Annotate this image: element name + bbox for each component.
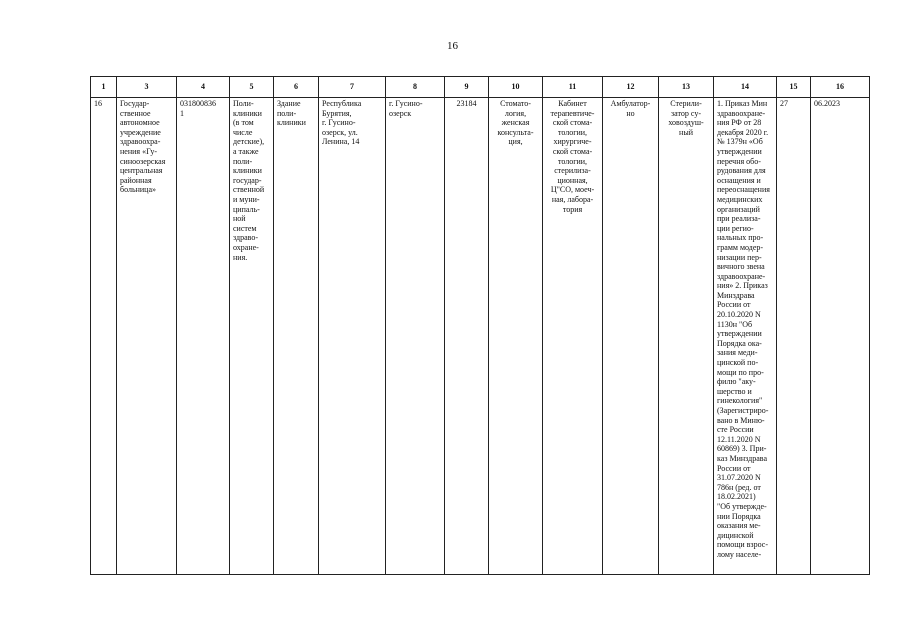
column-header: 13 xyxy=(659,77,714,98)
column-header: 11 xyxy=(543,77,603,98)
column-header: 9 xyxy=(445,77,489,98)
cell-equipment: Стерили- затор су- ховоздуш- ный xyxy=(659,98,714,575)
cell-city: г. Гусино- озерск xyxy=(386,98,445,575)
column-header: 15 xyxy=(777,77,811,98)
cell-code: 23184 xyxy=(445,98,489,575)
cell-care-form: Амбулатор- но xyxy=(603,98,659,575)
table-row xyxy=(91,98,870,575)
column-header: 12 xyxy=(603,77,659,98)
cell-facility-type: Поли- клиники (в том числе детские), а также поли- клиники государ- ственной и муни- ципаль- ной систем здраво- охране- ния. xyxy=(230,98,274,575)
column-header: 16 xyxy=(811,77,870,98)
cell-regulations: 1. Приказ Мин здравоохране- ния РФ от 28 декабря 2020 г. № 1379н «Об утверждении перечня обо- рудования для оснащения и переоснащения медицинских организаций при реализа- ции регио- нальных про- грамм модер- низации пер- вичного звена здравоохране- ния» 2. Приказ Минздрава России от 20.10.2020 N 1130н "Об утверждении Порядка ока- зания меди- цинской по- мощи по про- филю "аку- шерство и гинекология" (Зарегистриро- вано в Миню- сте России 12.11.2020 N 60869) 3. При- каз Минздрава России от 31.07.2020 N 786н (ред. от 18.02.2021) "Об утвержде- нии Порядка оказания ме- дицинской помощи взрос- лому населе- xyxy=(714,98,777,575)
cell-date: 06.2023 xyxy=(811,98,870,575)
column-header: 7 xyxy=(319,77,386,98)
cell-quantity: 27 xyxy=(777,98,811,575)
column-header: 1 xyxy=(91,77,117,98)
cell-row-number: 16 xyxy=(91,98,117,575)
column-header: 4 xyxy=(177,77,230,98)
cell-address: Республика Бурятия, г. Гусино- озерск, ул. Ленина, 14 xyxy=(319,98,386,575)
column-header: 5 xyxy=(230,77,274,98)
cell-rooms: Кабинет терапевтиче- ской стома- тологии, хирургиче- ской стома- тологии, стерилиза- ционная, Ц"СО, моеч- ная, лабора- тория xyxy=(543,98,603,575)
cell-organization: Государ- ственное автономное учреждение здравоохра- нения «Гу- синоозерская центральная районная больница» xyxy=(117,98,177,575)
cell-building: Здание поли- клиники xyxy=(274,98,319,575)
column-header: 10 xyxy=(489,77,543,98)
column-header: 14 xyxy=(714,77,777,98)
header-row xyxy=(91,77,870,98)
column-header: 3 xyxy=(117,77,177,98)
column-header: 6 xyxy=(274,77,319,98)
page-number: 16 xyxy=(447,40,458,52)
column-header: 8 xyxy=(386,77,445,98)
cell-inn: 031800836 1 xyxy=(177,98,230,575)
cell-department: Стомато- логия, женская консульта- ция, xyxy=(489,98,543,575)
data-table xyxy=(90,76,870,575)
